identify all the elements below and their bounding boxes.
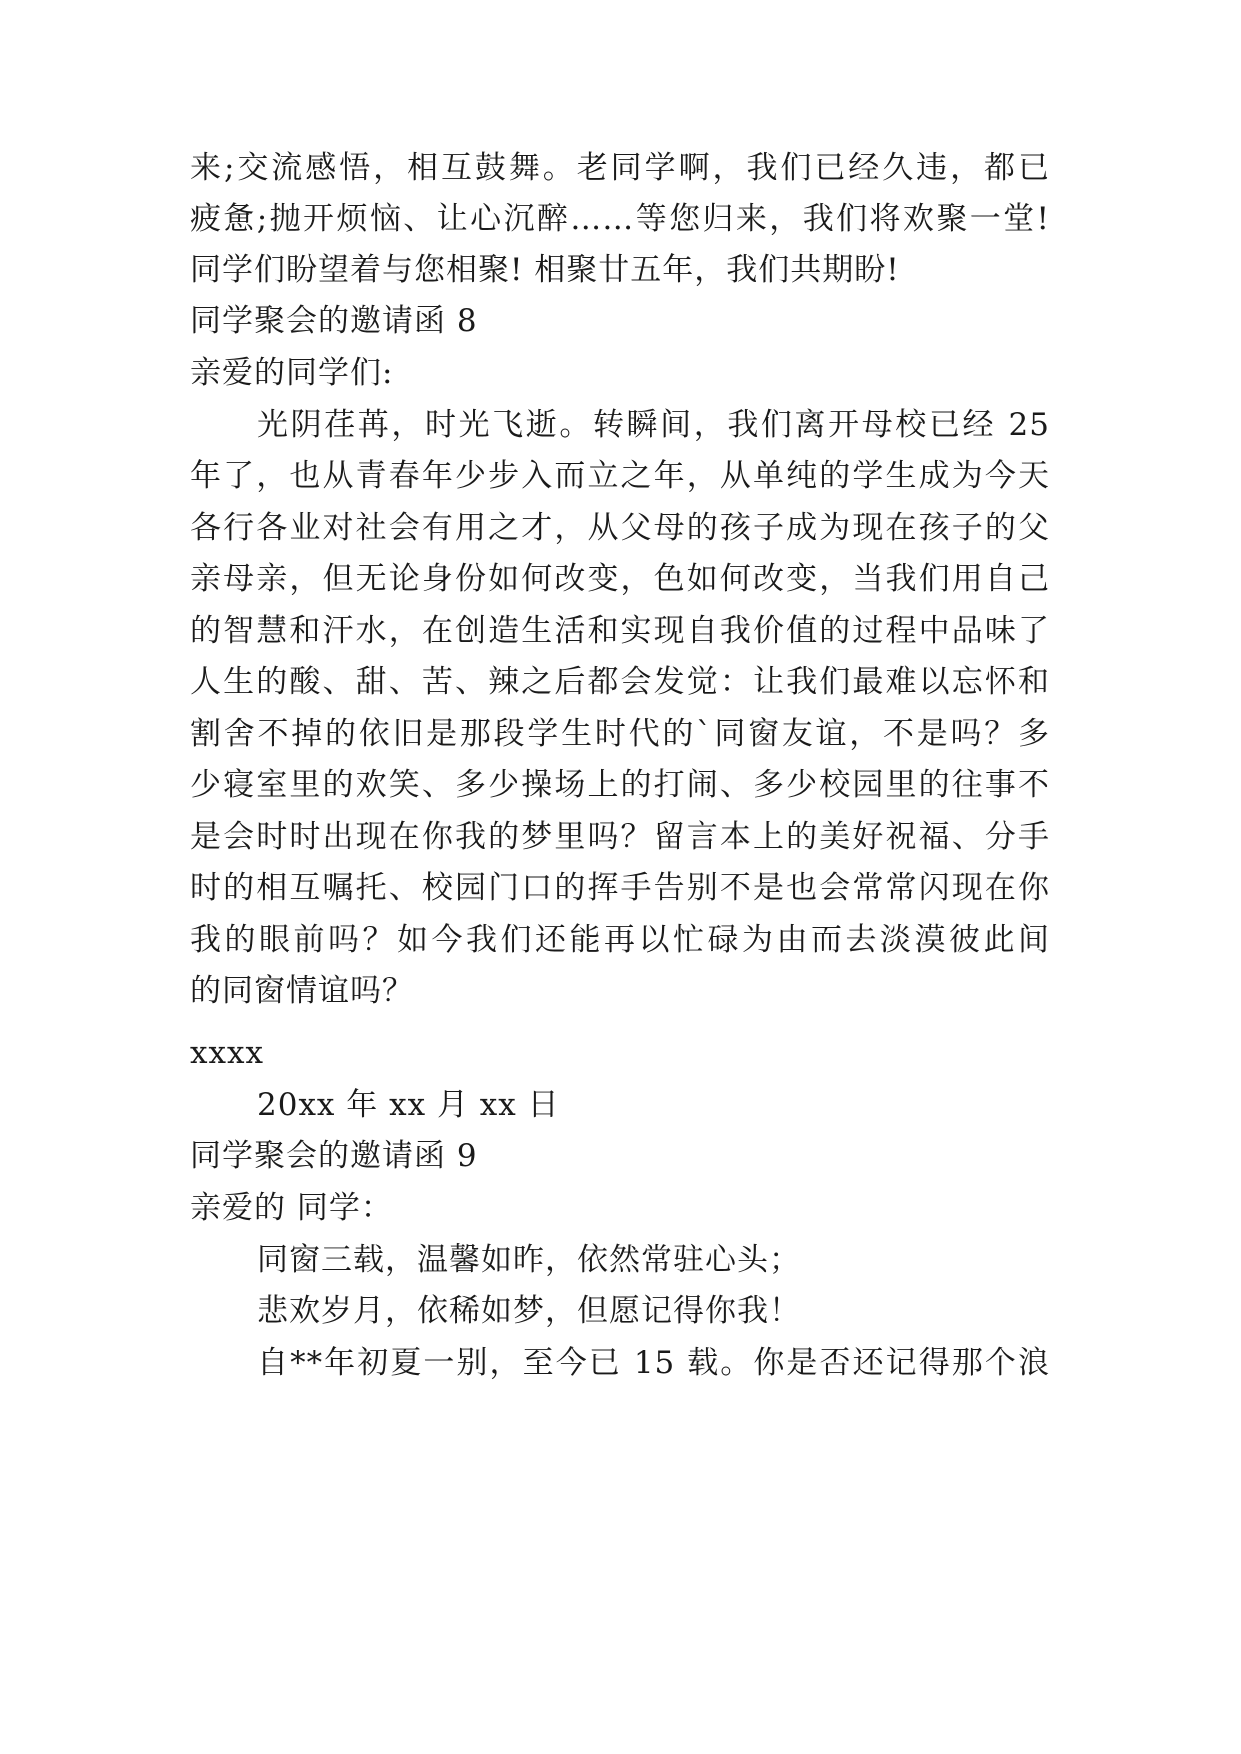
salutation: 亲爱的 同学： <box>190 1190 393 1226</box>
signature: xxxx <box>190 1035 264 1071</box>
paragraph-line: 是会时时出现在你我的梦里吗？留言本上的美好祝福、分手 <box>190 819 1050 855</box>
paragraph-line: 悲欢岁月，依稀如梦，但愿记得你我！ <box>257 1293 801 1329</box>
paragraph-line: 来;交流感悟，相互鼓舞。老同学啊，我们已经久违，都已 <box>190 150 1050 186</box>
paragraph-line: 时的相互嘱托、校园门口的挥手告别不是也会常常闪现在你 <box>190 870 1050 906</box>
paragraph-line: 的同窗情谊吗？ <box>190 973 414 1009</box>
paragraph-line: 自**年初夏一别，至今已 15 载。你是否还记得那个浪 <box>257 1345 1050 1381</box>
section-title: 同学聚会的邀请函 9 <box>190 1138 478 1174</box>
paragraph-line: 光阴荏苒，时光飞逝。转瞬间，我们离开母校已经 25 <box>257 407 1050 443</box>
paragraph-line: 疲惫;抛开烦恼、让心沉醉……等您归来，我们将欢聚一堂! <box>190 201 1050 237</box>
paragraph-line: 各行各业对社会有用之才，从父母的孩子成为现在孩子的父 <box>190 510 1050 546</box>
paragraph-line: 割舍不掉的依旧是那段学生时代的`同窗友谊，不是吗？多 <box>190 716 1050 752</box>
paragraph-line: 同学们盼望着与您相聚! 相聚廿五年，我们共期盼! <box>190 252 900 288</box>
paragraph-line: 年了，也从青春年少步入而立之年，从单纯的学生成为今天 <box>190 458 1050 494</box>
section-title: 同学聚会的邀请函 8 <box>190 303 478 339</box>
paragraph-line: 少寝室里的欢笑、多少操场上的打闹、多少校园里的往事不 <box>190 767 1050 803</box>
paragraph-line: 我的眼前吗？如今我们还能再以忙碌为由而去淡漠彼此间 <box>190 922 1050 958</box>
paragraph-line: 亲母亲，但无论身份如何改变，色如何改变，当我们用自己 <box>190 561 1050 597</box>
paragraph-line: 人生的酸、甜、苦、辣之后都会发觉：让我们最难以忘怀和 <box>190 664 1050 700</box>
salutation: 亲爱的同学们: <box>190 355 394 391</box>
paragraph-line: 的智慧和汗水，在创造生活和实现自我价值的过程中品味了 <box>190 613 1050 649</box>
date: 20xx 年 xx 月 xx 日 <box>257 1087 560 1123</box>
paragraph-line: 同窗三载，温馨如昨，依然常驻心头； <box>257 1242 801 1278</box>
